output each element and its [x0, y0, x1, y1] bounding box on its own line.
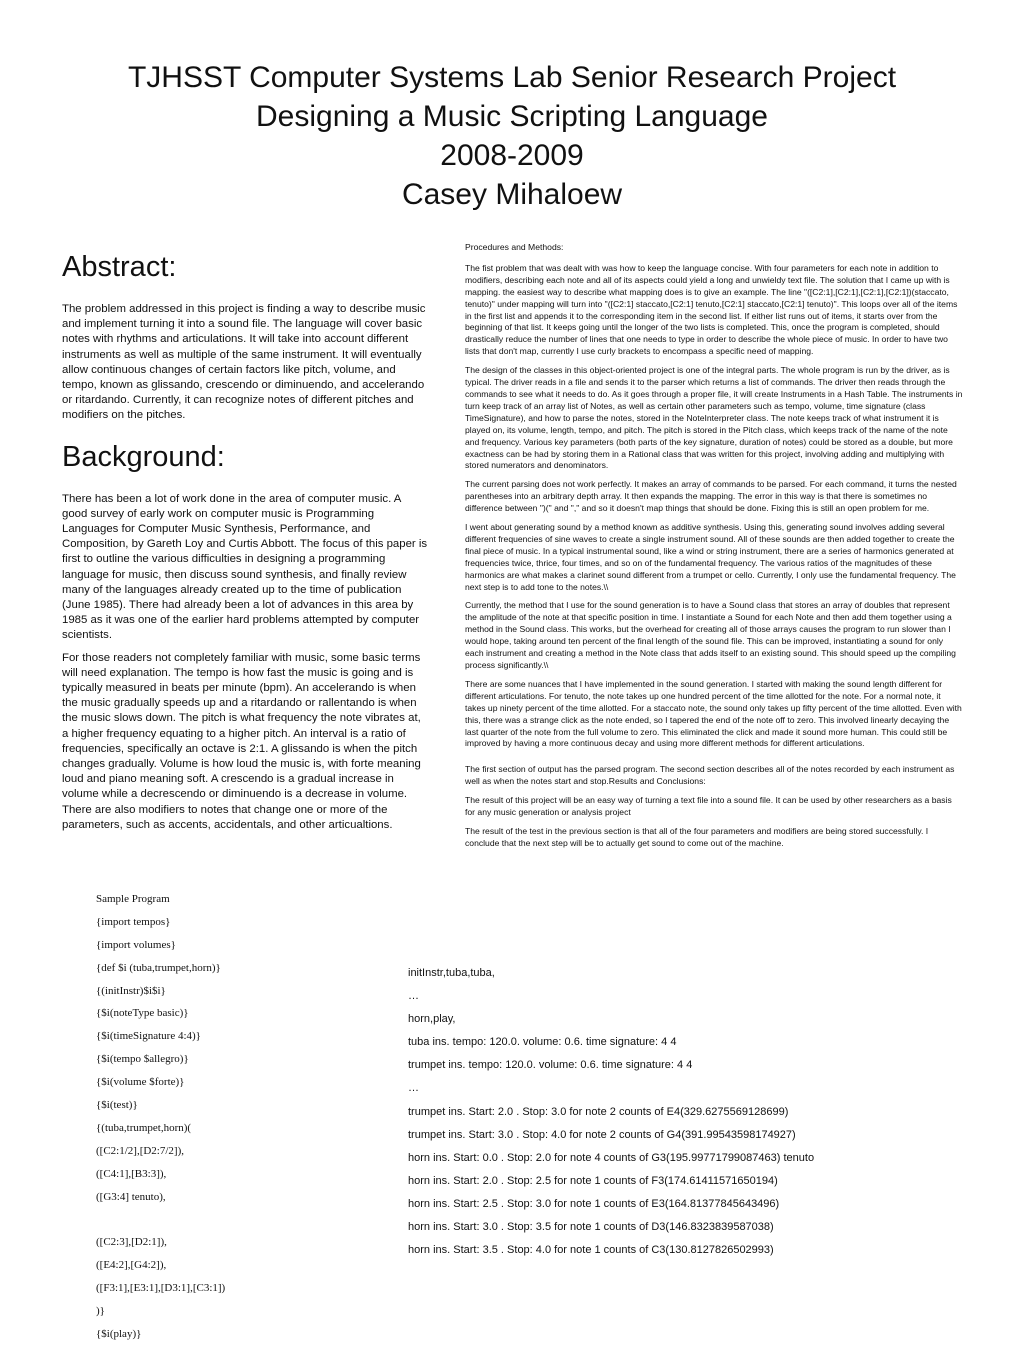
procedures-paragraph: The design of the classes in this object-oriented project is one of the integral parts. The whole program is run by the driver, as is typical. The driver reads in a file and sends it to the parser which returns a list of commands. The driver then reads through the commands to see what it needs to do. As it goes through a proper file, it will create Instruments in a Hash Table. The instruments in turn keep track of an array list of Notes, as well as certain other parameters such as tempo, volume, time signature (class TimeSignature), and how to parse the notes, stored in the NoteInterpreter class. The note keeps track of what instrument it is played on, its volume, length, tempo, and pitch. The pitch is stored in the Pitch class, which keeps track of the name of the note and frequency. Various key parameters (both parts of the key signature, duration of notes) could be stored as a double, but more exactness can be had by storing them in a Rational class that was written for this project, involving adding and multiplying with stored numerators and denominators.	[465, 365, 963, 471]
abstract-text: The problem addressed in this project is finding a way to describe music and implement turning it into a sound file. The language will cover basic notes with rhythms and articulations. It will take into account different instruments as well as multiple of the same instrument. It will eventually allow continuous changes of certain factors like pitch, volume, and tempo, known as glissando, crescendo or diminuendo, and accelerando or ritardando. Currently, it can recognize notes of different pitches and modifiers on the pitches.	[62, 303, 426, 422]
output-line: …	[408, 990, 419, 1003]
code-line: {import volumes}	[96, 938, 176, 951]
output-line: horn ins. Start: 2.5 . Stop: 3.0 for note 1 counts of E3(164.81377845643496)	[408, 1197, 780, 1210]
background-paragraph: For those readers not completely familiar with music, some basic terms will need explanation. The tempo is how fast the music is going and is typically measured in beats per minute (bpm). An accelerando is when the music gradually speeds up and a ritardando or rallentando is when the music slows down. The pitch is what frequency the note vibrates at, a higher frequency equating to a higher pitch. An interval is a ratio of frequencies, specifically an octave is 2:1. A glissando is when the pitch changes gradually. Volume is how loud the music is, with forte meaning loud and piano meaning soft. A crescendo is a gradual increase in volume while a decrescendo or diminuendo is a decrease in volume. There are also modifiers to notes that change one or more of the parameters, such as accents, accidentals, and other articualtions.	[62, 651, 421, 831]
code-line: {$i(noteType basic)}	[96, 1007, 189, 1020]
left-column	[62, 250, 428, 840]
procedures-paragraph: I went about generating sound by a method known as additive synthesis. Using this, generating sound involves adding several different frequencies of sine waves to create a single instrument sound. All of these sounds are then added together to create the final piece of music. In a typical instrumental sound, like a wind or string instrument, there are a series of harmonics generated at frequencies twice, thrice, four times, and so on of the fundamental frequency. The various ratios of the magnitudes of these harmonics are what makes a clarinet sound different from a trumpet or cello. Currently, I only use the fundamental frequency. The next step is to add tone to the notes.\\	[465, 522, 956, 592]
procedures-paragraph: The fist problem that was dealt with was how to keep the language concise. With four parameters for each note in addition to modifiers, describing each note and all of its aspects could yield a long and unwieldy text file. The solution that I came up with is mapping. the easiest way to describe what mapping does is to give an example. The line "([C2:1],[C2:1],[C2:1],[C2:1])(staccato, tenuto)" under mapping will turn into "([C2:1] staccato,[C2:1] tenuto,[C2:1] staccato,[C2:1] tenuto)". This loops over all of the items in the first list and appends it to the corresponding item in the second list. If either list runs out of items, it starts over from the beginning of that list. It keeps going until the longer of the two lists is completed. This, once the program is completed, should drastically reduce the number of lines that one needs to type in order to describe the whole piece of music. In order to have two lists that don't map, currently I use curly brackets to encompass a specific need of mapping.	[465, 262, 958, 357]
code-line: )}	[96, 1305, 105, 1318]
program-output	[408, 964, 1008, 1264]
output-line: horn,play,	[408, 1013, 456, 1026]
output-line: …	[408, 1082, 419, 1095]
code-line: ([E4:2],[G4:2]),	[96, 1259, 167, 1272]
code-line: ([C2:1/2],[D2:7/2]),	[96, 1144, 184, 1157]
title-line: TJHSST Computer Systems Lab Senior Research Project	[127, 61, 897, 94]
title-line: Designing a Music Scripting Language	[256, 100, 768, 133]
code-line: {$i(timeSignature 4:4)}	[96, 1030, 201, 1043]
output-line: tuba ins. tempo: 120.0. volume: 0.6. time signature: 4 4	[408, 1036, 677, 1049]
title-line: Casey Mihaloew	[401, 178, 623, 211]
results-paragraph: The first section of output has the parsed program. The second section describes all of the notes recorded by each instrument as well as when the notes start and stop.Results and Conclusions:	[465, 764, 955, 787]
code-line: {$i(test)}	[96, 1099, 138, 1112]
output-line: trumpet ins. Start: 2.0 . Stop: 3.0 for note 2 counts of E4(329.6275569128699)	[408, 1105, 789, 1118]
output-line: horn ins. Start: 3.0 . Stop: 3.5 for note 1 counts of D3(146.8323839587038)	[408, 1221, 774, 1234]
sample-program	[96, 890, 396, 1348]
procedures-paragraph: Currently, the method that I use for the sound generation is to have a Sound class that stores an array of doubles that represent the amplitude of the note at that specific position in time. I instantiate a Sound for each Note and then add them together using a method in the Sound class. This works, but the overhead for creating all of those arrays causes the program to run slower than I would hope, taking around ten percent of the final length of the sound file. This can be improved, instantiating a sound for only each instrument and creating a method in the Note class that adds itself to an existing sound. This should speed up the compiling process significantly.\\	[465, 600, 956, 670]
procedures-paragraph: There are some nuances that I have implemented in the sound generation. I started with making the sound length different for different articulations. For tenuto, the note takes up one hundred percent of the time allotted for the note. For a normal note, it takes up ninety percent of the time allotted. For a staccato note, the sound only takes up fifty percent of the time allotted. Even with this, there was a strange click as the note ended, so I tapered the end of the note off to zero. This involved linearly decaying the last quarter of the note from the full volume to zero. This eliminated the click and made it sound more human. This could still be improved by having a more continuous decay and using more different methods for different articulations.	[465, 678, 962, 749]
output-line: horn ins. Start: 2.0 . Stop: 2.5 for note 1 counts of F3(174.61411571650194)	[408, 1174, 778, 1187]
code-line: {$i(play)}	[96, 1327, 142, 1340]
output-line: initInstr,tuba,tuba,	[408, 967, 495, 979]
code-line: ([G3:4] tenuto),	[96, 1190, 166, 1203]
code-line: {(initInstr)$i$i}	[96, 984, 166, 997]
code-line: ([C4:1],[B3:3]),	[96, 1167, 167, 1180]
results-paragraph: The result of the test in the previous section is that all of the four parameters and modifiers are being stored successfully. I conclude that the next step will be to actually get sound to come out of the machine.	[465, 825, 929, 848]
output-line: trumpet ins. Start: 3.0 . Stop: 4.0 for note 2 counts of G4(391.99543598174927)	[408, 1128, 796, 1141]
code-line: {(tuba,trumpet,horn)(	[96, 1121, 192, 1134]
output-line: horn ins. Start: 3.5 . Stop: 4.0 for note 1 counts of C3(130.8127826502993)	[408, 1244, 774, 1257]
output-line: horn ins. Start: 0.0 . Stop: 2.0 for note 4 counts of G3(195.99771799087463) tenuto	[408, 1151, 815, 1164]
code-blank-line	[96, 1210, 396, 1233]
output-line: trumpet ins. tempo: 120.0. volume: 0.6. time signature: 4 4	[408, 1059, 693, 1072]
abstract-heading: Abstract:	[62, 251, 177, 283]
results-paragraph: The result of this project will be an easy way of turning a text file into a sound file. It can be used by other researchers as a basis for any music generation or analysis project	[465, 795, 952, 818]
code-line: ([F3:1],[E3:1],[D3:1],[C3:1])	[96, 1282, 226, 1295]
code-line: {$i(tempo $allegro)}	[96, 1053, 189, 1066]
procedures-paragraph: The current parsing does not work perfectly. It makes an array of commands to be parsed. For each command, it turns the nested parentheses into an arbitrary depth array. It then expands the mapping. The error in this way is that there is sometimes no difference between ")(" and "," and so it doesn't map things that should be done. Fixing this is still an open problem for me.	[465, 479, 957, 514]
poster-title	[0, 58, 1024, 214]
sample-program-label: Sample Program	[96, 893, 170, 905]
background-heading: Background:	[62, 440, 225, 473]
background-paragraph: There has been a lot of work done in the area of computer music. A good survey of early work on computer music is Programming Languages for Computer Music Synthesis, Performance, and Composition, by Gareth Loy and Curtis Abbott. The focus of this paper is first to outline the various difficulties in designing a programming language for music, then discuss sound synthesis, and finally review many of the languages already created up to the time of publication (June 1985). There had already been a lot of advances in this area by 1985 as it was one of the earlier hard problems attempted by computer scientists.	[62, 492, 428, 642]
code-line: ([C2:3],[D2:1]),	[96, 1236, 167, 1249]
code-line: {def $i (tuba,trumpet,horn)}	[96, 961, 221, 974]
code-line: {import tempos}	[96, 915, 171, 928]
procedures-label: Procedures and Methods:	[465, 242, 564, 252]
right-column	[465, 242, 963, 857]
code-line: {$i(volume $forte)}	[96, 1076, 185, 1089]
title-line: 2008-2009	[440, 139, 584, 172]
